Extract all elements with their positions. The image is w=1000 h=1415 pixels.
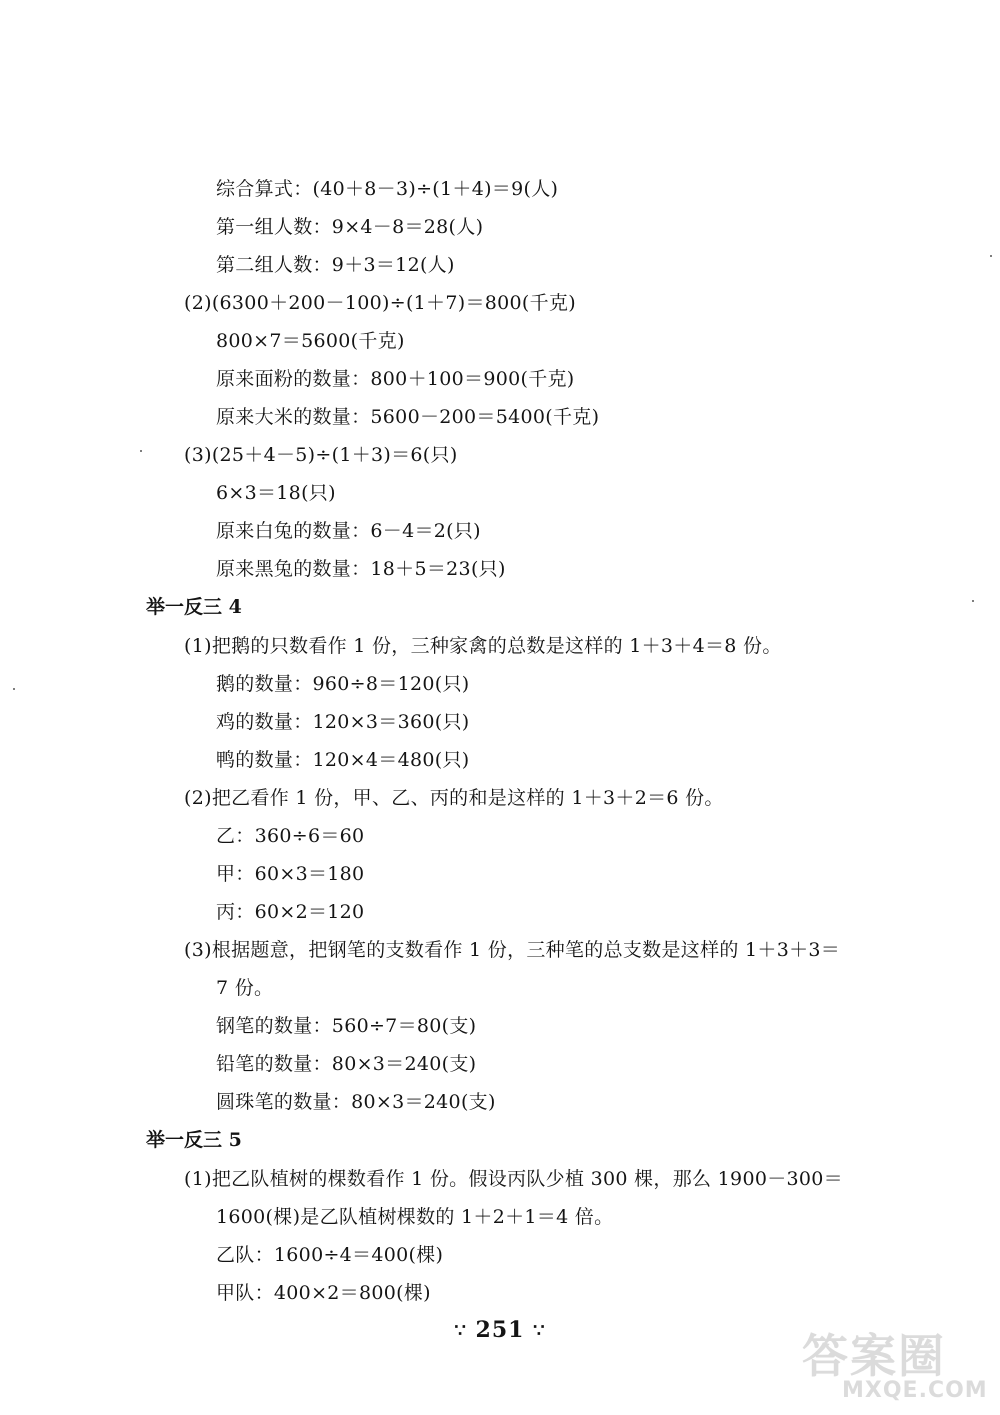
text-line: 鸭的数量：120×4＝480(只) bbox=[216, 749, 470, 771]
scan-speck bbox=[140, 450, 142, 452]
text-line: 综合算式：(40＋8－3)÷(1＋4)＝9(人) bbox=[216, 178, 559, 200]
problem-line: (3)(25＋4－5)÷(1＋3)＝6(只) bbox=[184, 444, 458, 466]
problem-line: (1)把鹅的只数看作 1 份，三种家禽的总数是这样的 1＋3＋4＝8 份。 bbox=[184, 635, 782, 657]
page-number-value: 251 bbox=[475, 1317, 525, 1343]
problem-line: (2)把乙看作 1 份，甲、乙、丙的和是这样的 1＋3＋2＝6 份。 bbox=[184, 787, 724, 809]
scan-speck bbox=[990, 255, 992, 257]
text-line: 6×3＝18(只) bbox=[216, 482, 336, 504]
watermark-text: 答案圈 bbox=[802, 1329, 946, 1383]
problem-line: (3)根据题意，把钢笔的支数看作 1 份，三种笔的总支数是这样的 1＋3＋3＝ bbox=[184, 939, 841, 961]
text-line: 原来大米的数量：5600－200＝5400(千克) bbox=[216, 406, 600, 428]
text-line: 第一组人数：9×4－8＝28(人) bbox=[216, 216, 484, 238]
text-line: 7 份。 bbox=[216, 977, 274, 999]
text-line: 原来黑兔的数量：18＋5＝23(只) bbox=[216, 558, 506, 580]
dots-decoration: ∵ bbox=[533, 1320, 546, 1342]
text-line: 鹅的数量：960÷8＝120(只) bbox=[216, 673, 470, 695]
section-heading: 举一反三 4 bbox=[146, 596, 242, 618]
text-line: 1600(棵)是乙队植树棵数的 1＋2＋1＝4 倍。 bbox=[216, 1206, 614, 1228]
text-line: 钢笔的数量：560÷7＝80(支) bbox=[216, 1015, 477, 1037]
text-line: 原来面粉的数量：800＋100＝900(千克) bbox=[216, 368, 575, 390]
problem-line: (2)(6300＋200－100)÷(1＋7)＝800(千克) bbox=[184, 292, 576, 314]
section-heading: 举一反三 5 bbox=[146, 1129, 242, 1151]
text-line: 原来白兔的数量：6－4＝2(只) bbox=[216, 520, 481, 542]
text-line: 第二组人数：9＋3＝12(人) bbox=[216, 254, 455, 276]
dots-decoration: ∵ bbox=[454, 1320, 467, 1342]
text-line: 鸡的数量：120×3＝360(只) bbox=[216, 711, 470, 733]
scan-speck bbox=[13, 688, 15, 690]
watermark-logo bbox=[802, 1320, 992, 1410]
watermark-domain: MXQE.COM bbox=[842, 1378, 988, 1403]
text-line: 800×7＝5600(千克) bbox=[216, 330, 405, 352]
text-line: 甲：60×3＝180 bbox=[216, 863, 365, 885]
text-line: 甲队：400×2＝800(棵) bbox=[216, 1282, 431, 1304]
text-line: 丙：60×2＝120 bbox=[216, 901, 365, 923]
scan-speck bbox=[972, 600, 974, 602]
text-line: 圆珠笔的数量：80×3＝240(支) bbox=[216, 1091, 496, 1113]
problem-line: (1)把乙队植树的棵数看作 1 份。假设丙队少植 300 棵，那么 1900－300＝ bbox=[184, 1168, 843, 1190]
text-line: 乙队：1600÷4＝400(棵) bbox=[216, 1244, 444, 1266]
text-line: 乙：360÷6＝60 bbox=[216, 825, 365, 847]
text-line: 铅笔的数量：80×3＝240(支) bbox=[216, 1053, 477, 1075]
